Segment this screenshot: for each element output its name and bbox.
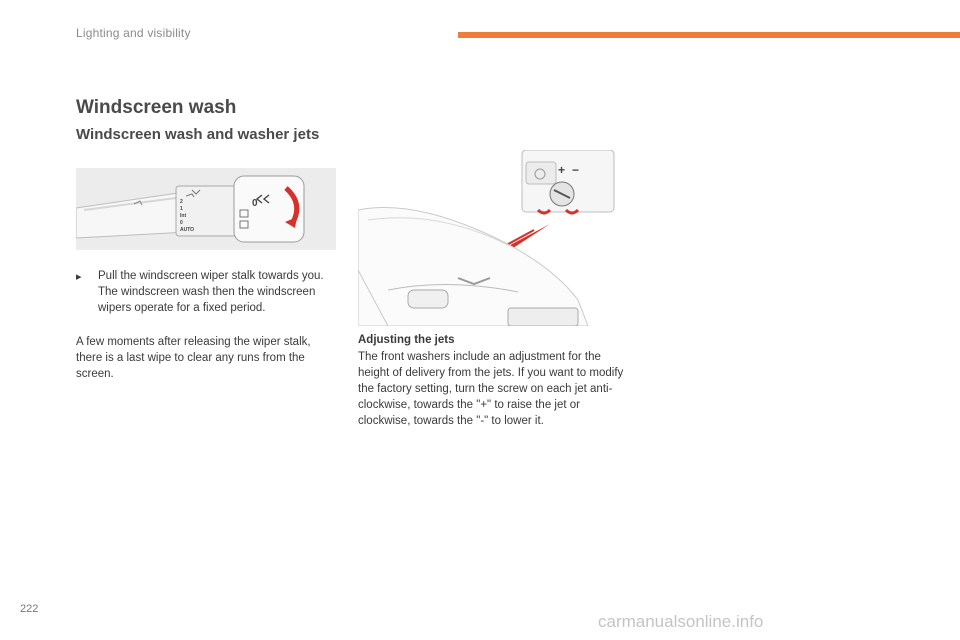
jets-body: The front washers include an adjustment for the height of delivery from the jets. If you want to modify the factory setting, turn the screw on each jet anti-clockwise, towards the "+" to raise the jet or clockwise, towards the "-" to lower it. [358,351,624,427]
page-title: Windscreen wash [76,97,237,118]
stalk-label: 1 [180,206,183,212]
stalk-label: AUTO [180,227,195,233]
page-number: 222 [20,603,39,615]
washer-jet-illustration [358,150,618,326]
bullet-marker: ▸ [76,271,82,283]
front-grille [508,308,578,326]
section-subtitle: Windscreen wash and washer jets [76,126,320,143]
watermark: carmanualsonline.info [598,612,764,631]
wiper-stalk-illustration [76,168,336,250]
headlight [408,290,448,308]
stalk-label: 0 [180,220,183,226]
instruction-bullet [76,268,336,316]
minus-icon: − [572,163,580,177]
bullet-text: Pull the windscreen wiper stalk towards you. The windscreen wash then the windscreen wipers operate for a fixed period. [98,270,324,314]
body-paragraph: A few moments after releasing the wiper stalk, there is a last wipe to clear any runs from the screen. [76,336,311,380]
section-header: Lighting and visibility [76,26,191,40]
svg-text:0: 0 [252,198,258,209]
header-accent-bar [458,32,960,38]
plus-icon: + [558,163,566,177]
stalk-label: 2 [180,199,183,205]
jets-heading: Adjusting the jets [358,334,455,346]
stalk-label: Int [180,213,187,219]
